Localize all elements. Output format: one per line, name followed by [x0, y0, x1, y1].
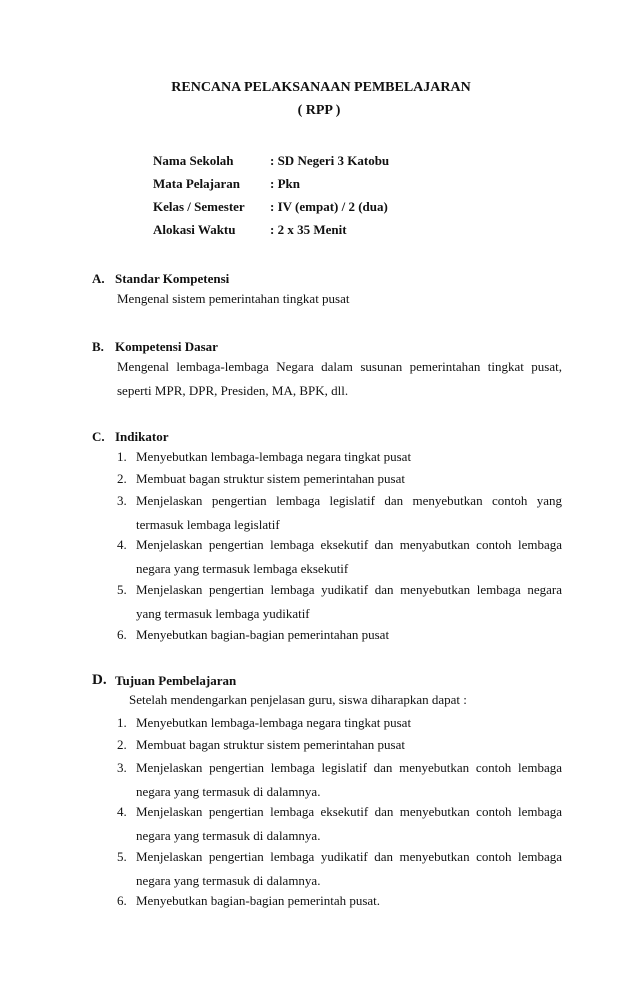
- meta-row-school: [153, 153, 389, 169]
- meta-key: Nama Sekolah: [153, 153, 234, 168]
- list-text: Menjelaskan pengertian lembaga eksekutif dan menyebutkan contoh lembaga negara yang termasuk di dalamnya.: [136, 804, 562, 843]
- list-number: 6.: [117, 627, 127, 642]
- list-item: [117, 467, 562, 491]
- list-number: 5.: [117, 582, 127, 597]
- list-number: 3.: [117, 493, 127, 508]
- document-subtitle: ( RPP ): [297, 103, 341, 118]
- list-text: Membuat bagan struktur sistem pemerintahan pusat: [136, 737, 405, 752]
- list-number: 2.: [117, 471, 127, 486]
- list-text: Menyebutkan bagian-bagian pemerintahan pusat: [136, 627, 390, 642]
- meta-row-time: [153, 222, 347, 238]
- meta-key: Mata Pelajaran: [153, 176, 241, 191]
- list-number: 3.: [117, 760, 127, 775]
- list-number: 4.: [117, 804, 127, 819]
- list-text: Menyebutkan bagian-bagian pemerintah pusat.: [136, 893, 381, 908]
- list-text: Menyebutkan lembaga-lembaga negara tingkat pusat: [136, 715, 412, 730]
- list-item: [117, 445, 562, 469]
- list-item: [117, 800, 562, 848]
- list-item: [117, 889, 562, 913]
- meta-key: Alokasi Waktu: [153, 222, 236, 237]
- list-item: [117, 533, 562, 581]
- list-item: [117, 489, 562, 537]
- list-number: 6.: [117, 893, 127, 908]
- meta-value: : SD Negeri 3 Katobu: [270, 153, 390, 168]
- list-item: [117, 756, 562, 804]
- list-item: [117, 845, 562, 893]
- meta-value: : 2 x 35 Menit: [270, 222, 347, 237]
- list-text: Menjelaskan pengertian lembaga yudikatif dan menyebutkan lembaga negara yang termasuk lembaga yudikatif: [136, 582, 562, 621]
- list-number: 2.: [117, 737, 127, 752]
- list-item: [117, 623, 562, 647]
- section-title: Standar Kompetensi: [115, 271, 230, 286]
- list-item: [117, 711, 562, 735]
- section-title: Tujuan Pembelajaran: [115, 673, 237, 688]
- section-b-text: Mengenal lembaga-lembaga Negara dalam susunan pemerintahan tingkat pusat, seperti MPR, DPR, Presiden, MA, BPK, dll.: [117, 359, 562, 398]
- section-letter: A.: [92, 271, 105, 286]
- list-number: 1.: [117, 715, 127, 730]
- list-text: Membuat bagan struktur sistem pemerintahan pusat: [136, 471, 405, 486]
- list-number: 5.: [117, 849, 127, 864]
- list-text: Menjelaskan pengertian lembaga legislatif dan menyebutkan contoh yang termasuk lembaga legislatif: [136, 493, 562, 532]
- list-text: Menjelaskan pengertian lembaga yudikatif dan menyebutkan contoh lembaga negara yang termasuk di dalamnya.: [136, 849, 562, 888]
- document-title: RENCANA PELAKSANAAN PEMBELAJARAN: [171, 80, 471, 95]
- section-letter: C.: [92, 429, 105, 444]
- meta-row-subject: [153, 176, 300, 192]
- section-letter: B.: [92, 339, 104, 354]
- meta-row-class: [153, 199, 388, 215]
- meta-key: Kelas / Semester: [153, 199, 245, 214]
- list-text: Menjelaskan pengertian lembaga legislatif dan menyebutkan contoh lembaga negara yang termasuk di dalamnya.: [136, 760, 562, 799]
- section-title: Indikator: [115, 429, 169, 444]
- section-d-intro: Setelah mendengarkan penjelasan guru, siswa diharapkan dapat :: [129, 692, 467, 707]
- list-text: Menyebutkan lembaga-lembaga negara tingkat pusat: [136, 449, 412, 464]
- list-item: [117, 578, 562, 626]
- meta-value: : Pkn: [270, 176, 300, 191]
- section-letter: D.: [92, 672, 107, 688]
- section-a-text: Mengenal sistem pemerintahan tingkat pusat: [117, 291, 350, 306]
- section-title: Kompetensi Dasar: [115, 339, 218, 354]
- list-text: Menjelaskan pengertian lembaga eksekutif dan menyabutkan contoh lembaga negara yang termasuk lembaga eksekutif: [136, 537, 562, 576]
- meta-value: : IV (empat) / 2 (dua): [270, 199, 388, 214]
- list-item: [117, 733, 562, 757]
- list-number: 4.: [117, 537, 127, 552]
- list-number: 1.: [117, 449, 127, 464]
